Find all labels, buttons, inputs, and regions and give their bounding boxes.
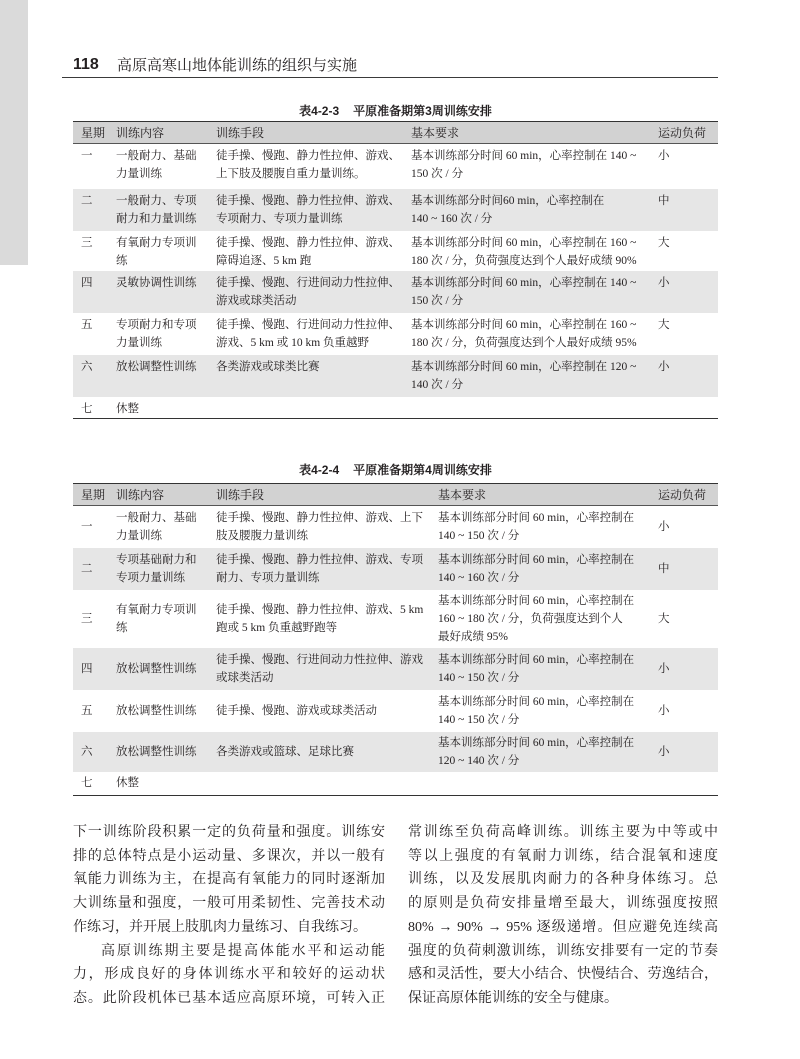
cell-load: 小 xyxy=(652,648,718,690)
table-row xyxy=(73,506,718,548)
table-row xyxy=(73,648,718,690)
cell-requirements: 基本训练部分时间 60 min，心率控制在 120 ~ 140 次 / 分 xyxy=(432,732,652,772)
body-text-line: 大训练量和强度，一般可用柔韧性、完善技术动 xyxy=(73,896,385,912)
cell-training-content: 放松调整性训练 xyxy=(110,732,210,772)
column-header-training-content: 训练内容 xyxy=(110,122,210,144)
cell-load: 大 xyxy=(658,612,670,625)
body-text-line: 保证高原体能训练的安全与健康。 xyxy=(408,990,618,1006)
training-schedule-table-week3 xyxy=(73,121,718,419)
table-row xyxy=(73,548,718,590)
body-text-line: 训练，以及发展肌肉耐力的各种身体练习。总 xyxy=(408,872,718,888)
column-header-training-means: 训练手段 xyxy=(210,122,405,144)
cell-training-means: 徒手操、慢跑、静力性拉伸、游戏、5 km 跑或 5 km 负重越野跑等 xyxy=(216,603,424,634)
table-number: 表4-2-3 xyxy=(299,104,340,118)
cell-training-means xyxy=(210,772,432,796)
cell-training-means: 徒手操、慢跑、静力性拉伸、游戏、 障碍追逐、5 km 跑 xyxy=(216,236,400,267)
column-header-day: 星期 xyxy=(73,484,110,506)
cell-load xyxy=(652,397,718,419)
body-text-line: 态。此阶段机体已基本适应高原环境，可转入正 xyxy=(73,990,385,1006)
cell-training-means xyxy=(210,397,405,419)
cell-day: 三 xyxy=(81,612,93,625)
cell-requirements: 基本训练部分时间 60 min，心率控制在 120 ~ 140 次 / 分 xyxy=(405,355,652,397)
cell-requirements xyxy=(432,772,652,796)
cell-training-content: 专项基础耐力和 专项力量训练 xyxy=(110,548,210,590)
cell-requirements: 基本训练部分时间 60 min，心率控制在 140 ~ 150 次 / 分 xyxy=(411,150,637,180)
body-text-line: 80% → 90% → 95% 逐级递增。但应避免连续高 xyxy=(408,919,718,935)
header-rule xyxy=(62,77,718,78)
cell-requirements: 基本训练部分时间 60 min，心率控制在 140 ~ 150 次 / 分 xyxy=(438,511,635,542)
column-header-day: 星期 xyxy=(73,122,110,144)
cell-day: 三 xyxy=(81,236,93,249)
body-text-line: 等以上强度的有氧耐力训练，结合混氧和速度 xyxy=(408,848,718,864)
body-column-left xyxy=(73,821,385,1011)
body-text-line: 常训练至负荷高峰训练。训练主要为中等或中 xyxy=(408,825,718,840)
body-text-line: 作练习，并开展上肢肌肉力量练习、自我练习。 xyxy=(73,919,367,935)
cell-load: 小 xyxy=(652,271,718,313)
cell-training-means: 徒手操、慢跑、静力性拉伸、游戏、 专项耐力、专项力量训练 xyxy=(210,189,405,231)
body-text-line: 排的总体特点是小运动量、多课次，并以一般有 xyxy=(73,848,385,864)
table-row xyxy=(73,355,718,397)
body-text-line: 力，形成良好的身体训练水平和较好的运动状 xyxy=(73,967,385,983)
cell-training-content: 一般耐力、基础 力量训练 xyxy=(116,511,197,542)
cell-day: 五 xyxy=(81,318,93,331)
cell-training-means: 徒手操、慢跑、行进间动力性拉伸、游戏 或球类活动 xyxy=(210,648,432,690)
cell-day: 二 xyxy=(73,548,110,590)
page-number: 118 xyxy=(73,56,99,73)
body-text-line: 氧能力训练为主，在提高有氧能力的同时逐渐加 xyxy=(73,872,385,888)
cell-training-means: 各类游戏或篮球、足球比赛 xyxy=(210,732,432,772)
paragraph-first-line: 高原训练期主要是提高体能水平和运动能 xyxy=(101,943,385,959)
table-row xyxy=(73,590,718,648)
cell-training-means: 各类游戏或球类比赛 xyxy=(210,355,405,397)
page-edge-tab xyxy=(0,0,28,265)
cell-load: 小 xyxy=(652,355,718,397)
column-header-requirements: 基本要求 xyxy=(432,484,652,506)
cell-training-content: 有氧耐力专项训 练 xyxy=(116,236,197,267)
cell-day: 四 xyxy=(73,271,110,313)
cell-requirements: 基本训练部分时间 60 min，心率控制在 140 ~ 150 次 / 分 xyxy=(405,271,652,313)
cell-requirements: 基本训练部分时间 60 min，心率控制在 160 ~ 180 次 / 分，负荷强度达到个人最好成绩 90% xyxy=(411,236,637,267)
cell-training-content: 放松调整性训练 xyxy=(116,704,197,717)
table-header-row xyxy=(73,484,718,506)
cell-day: 六 xyxy=(73,732,110,772)
cell-load: 中 xyxy=(652,189,718,231)
table-row xyxy=(73,189,718,231)
cell-day: 四 xyxy=(73,648,110,690)
body-text-line: 的原则是负荷安排量增至最大，训练强度按照 xyxy=(408,896,718,912)
table-row xyxy=(73,144,718,189)
cell-training-content: 一般耐力、基础 力量训练 xyxy=(116,150,197,180)
column-header-requirements: 基本要求 xyxy=(405,122,652,144)
column-header-load: 运动负荷 xyxy=(652,122,718,144)
cell-training-content: 休整 xyxy=(110,397,210,419)
cell-day: 二 xyxy=(73,189,110,231)
cell-day: 一 xyxy=(81,520,93,533)
table-number: 表4-2-4 xyxy=(299,463,340,477)
cell-load: 小 xyxy=(658,520,670,533)
cell-requirements: 基本训练部分时间 60 min，心率控制在 140 ~ 160 次 / 分 xyxy=(432,548,652,590)
cell-training-content: 灵敏协调性训练 xyxy=(110,271,210,313)
table-row xyxy=(73,732,718,772)
cell-training-content: 休整 xyxy=(110,772,210,796)
table-title: 平原准备期第4周训练安排 xyxy=(353,463,492,477)
cell-requirements: 基本训练部分时间 60 min，心率控制在 160 ~ 180 次 / 分，负荷强度达到个人最好成绩 95% xyxy=(411,318,637,349)
body-text-line: 下一训练阶段积累一定的负荷量和强度。训练安 xyxy=(73,825,385,840)
table-row xyxy=(73,397,718,419)
cell-load: 小 xyxy=(658,704,670,717)
body-column-right xyxy=(408,821,718,1011)
table-caption xyxy=(73,104,718,118)
running-head-title: 高原高寒山地体能训练的组织与实施 xyxy=(117,57,358,74)
cell-load: 中 xyxy=(652,548,718,590)
cell-training-means: 徒手操、慢跑、静力性拉伸、游戏、 上下肢及腰腹自重力量训练。 xyxy=(216,150,400,180)
body-text-line: 强度的负荷刺激训练，训练安排要有一定的节奏 xyxy=(408,943,718,959)
table-title: 平原准备期第3周训练安排 xyxy=(353,104,492,118)
cell-day: 一 xyxy=(81,150,93,162)
table-header-row xyxy=(73,122,718,144)
cell-day: 五 xyxy=(81,704,93,717)
cell-load: 小 xyxy=(658,150,670,162)
table-row xyxy=(73,313,718,355)
cell-training-means: 徒手操、慢跑、静力性拉伸、游戏、专项 耐力、专项力量训练 xyxy=(210,548,432,590)
cell-load: 大 xyxy=(658,236,670,249)
table-row xyxy=(73,690,718,732)
cell-training-content: 有氧耐力专项训 练 xyxy=(116,603,197,634)
cell-requirements xyxy=(405,397,652,419)
cell-day: 七 xyxy=(73,772,110,796)
cell-load: 大 xyxy=(658,318,670,331)
body-text-line: 感和灵活性，要大小结合、快慢结合、劳逸结合， xyxy=(408,967,718,983)
cell-day: 七 xyxy=(73,397,110,419)
table-caption xyxy=(73,463,718,477)
table-row xyxy=(73,271,718,313)
table-row xyxy=(73,231,718,271)
cell-training-means: 徒手操、慢跑、静力性拉伸、游戏、上下 肢及腰腹力量训练 xyxy=(216,511,423,542)
cell-requirements: 基本训练部分时间 60 min，心率控制在 140 ~ 150 次 / 分 xyxy=(438,695,635,726)
cell-requirements: 基本训练部分时间 60 min，心率控制在 140 ~ 150 次 / 分 xyxy=(432,648,652,690)
cell-training-means: 徒手操、慢跑、游戏或球类活动 xyxy=(216,704,377,717)
cell-training-content: 一般耐力、专项 耐力和力量训练 xyxy=(110,189,210,231)
cell-training-means: 徒手操、慢跑、行进间动力性拉伸、 游戏、5 km 或 10 km 负重越野 xyxy=(216,318,400,349)
column-header-training-content: 训练内容 xyxy=(110,484,210,506)
table-row xyxy=(73,772,718,796)
cell-requirements: 基本训练部分时间 60 min，心率控制在 160 ~ 180 次 / 分，负荷强度达到个人 最好成绩 95% xyxy=(438,594,635,643)
cell-training-content: 放松调整性训练 xyxy=(110,648,210,690)
cell-training-content: 放松调整性训练 xyxy=(110,355,210,397)
cell-load: 小 xyxy=(652,732,718,772)
cell-load xyxy=(652,772,718,796)
cell-day: 六 xyxy=(73,355,110,397)
cell-training-means: 徒手操、慢跑、行进间动力性拉伸、 游戏或球类活动 xyxy=(210,271,405,313)
cell-training-content: 专项耐力和专项 力量训练 xyxy=(116,318,197,349)
training-schedule-table-week4 xyxy=(73,483,718,796)
column-header-load: 运动负荷 xyxy=(652,484,718,506)
cell-requirements: 基本训练部分时间60 min，心率控制在 140 ~ 160 次 / 分 xyxy=(405,189,652,231)
column-header-training-means: 训练手段 xyxy=(210,484,432,506)
